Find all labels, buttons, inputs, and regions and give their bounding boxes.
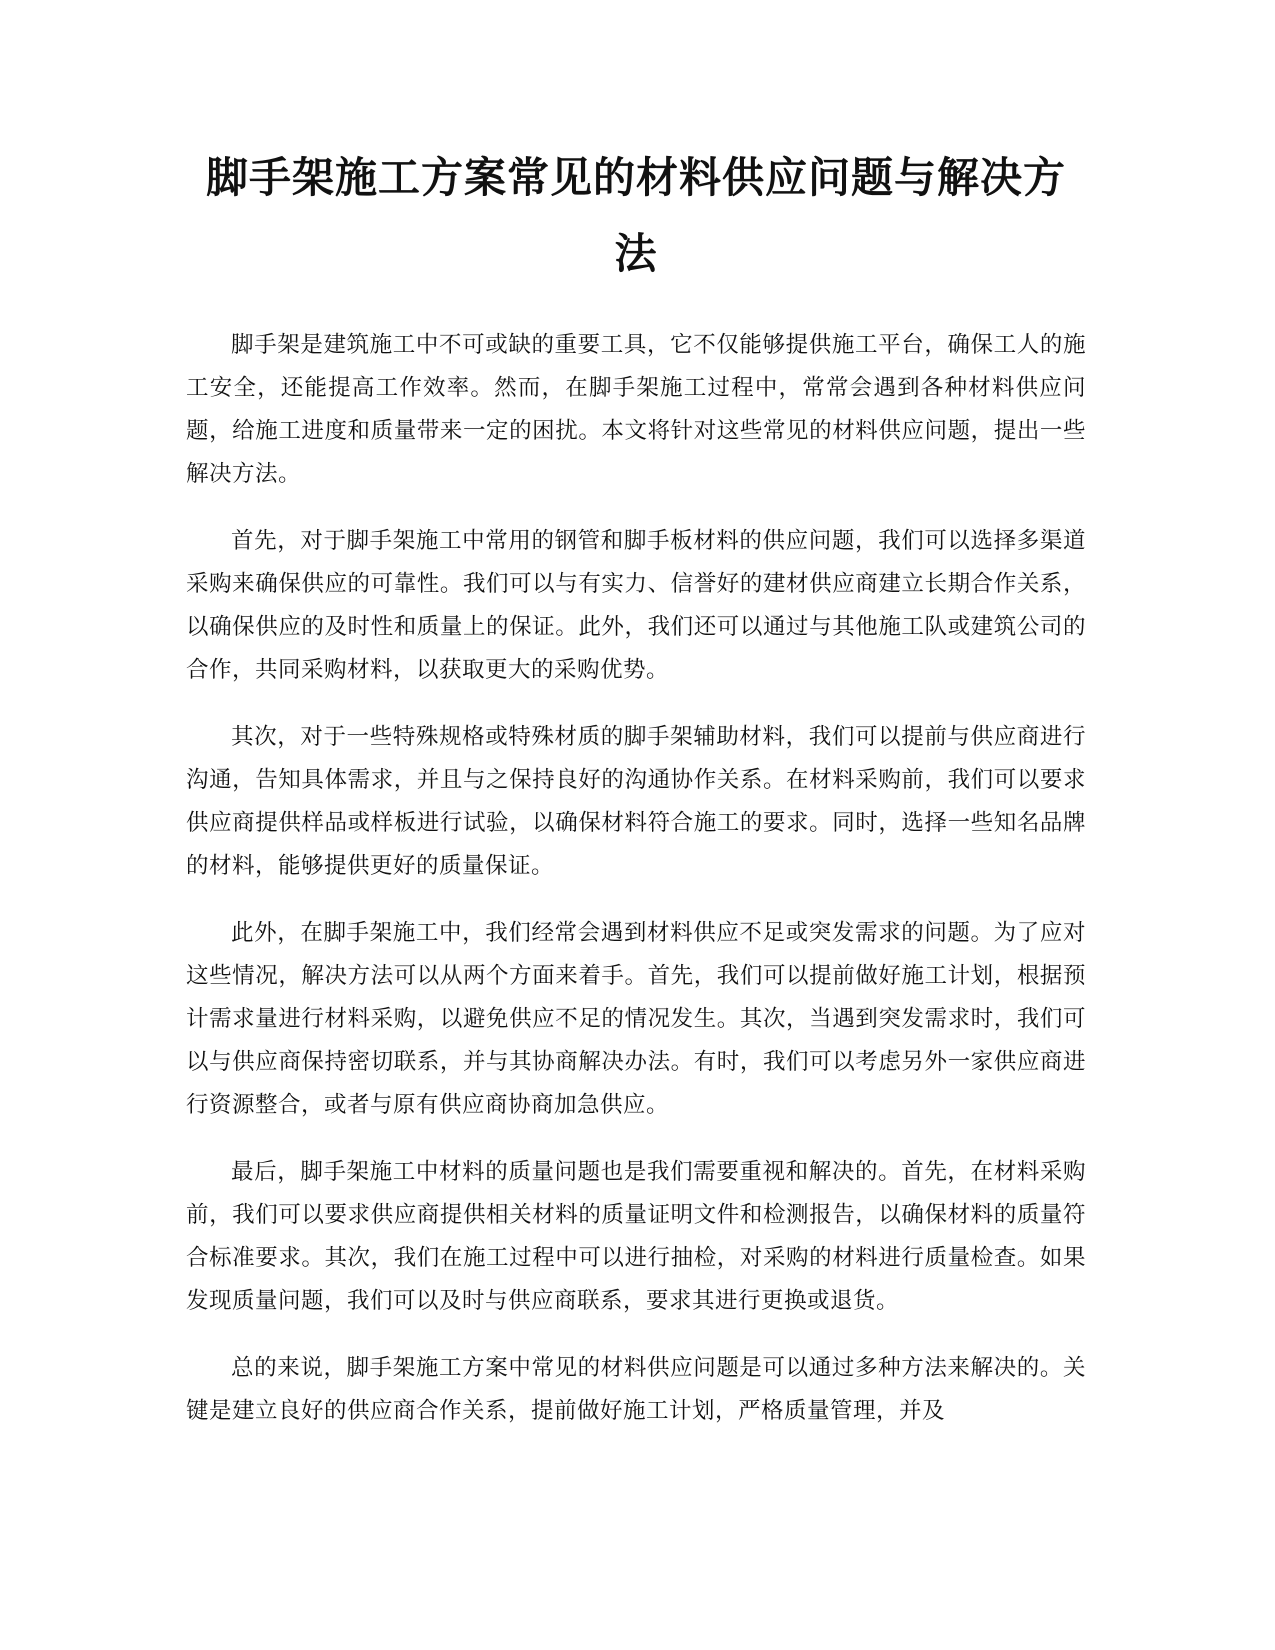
paragraph-additionally: 此外，在脚手架施工中，我们经常会遇到材料供应不足或突发需求的问题。为了应对这些情况，解决方法可以从两个方面来着手。首先，我们可以提前做好施工计划，根据预计需求量进行材料采购，以避免供应不足的情况发生。其次，当遇到突发需求时，我们可以与供应商保持密切联系，并与其协商解决办法。有时，我们可以考虑另外一家供应商进行资源整合，或者与原有供应商协商加急供应。 [186,920,1086,1118]
paragraph-first: 首先，对于脚手架施工中常用的钢管和脚手板材料的供应问题，我们可以选择多渠道采购来确保供应的可靠性。我们可以与有实力、信誉好的建材供应商建立长期合作关系，以确保供应的及时性和质量上的保证。此外，我们还可以通过与其他施工队或建筑公司的合作，共同采购材料，以获取更大的采购优势。 [186,528,1086,683]
paragraph-intro: 脚手架是建筑施工中不可或缺的重要工具，它不仅能够提供施工平台，确保工人的施工安全，还能提高工作效率。然而，在脚手架施工过程中，常常会遇到各种材料供应问题，给施工进度和质量带来一定的困扰。本文将针对这些常见的材料供应问题，提出一些解决方法。 [186,332,1086,487]
document-page [186,140,1086,1457]
paragraph-conclusion: 总的来说，脚手架施工方案中常见的材料供应问题是可以通过多种方法来解决的。关键是建立良好的供应商合作关系，提前做好施工计划，严格质量管理，并及 [186,1355,1086,1424]
paragraph-second: 其次，对于一些特殊规格或特殊材质的脚手架辅助材料，我们可以提前与供应商进行沟通，告知具体需求，并且与之保持良好的沟通协作关系。在材料采购前，我们可以要求供应商提供样品或样板进行试验，以确保材料符合施工的要求。同时，选择一些知名品牌的材料，能够提供更好的质量保证。 [186,724,1086,879]
document-title: 脚手架施工方案常见的材料供应问题与解决方法 [205,153,1066,278]
paragraph-finally: 最后，脚手架施工中材料的质量问题也是我们需要重视和解决的。首先，在材料采购前，我们可以要求供应商提供相关材料的质量证明文件和检测报告，以确保材料的质量符合标准要求。其次，我们在施工过程中可以进行抽检，对采购的材料进行质量检查。如果发现质量问题，我们可以及时与供应商联系，要求其进行更换或退货。 [186,1159,1086,1314]
